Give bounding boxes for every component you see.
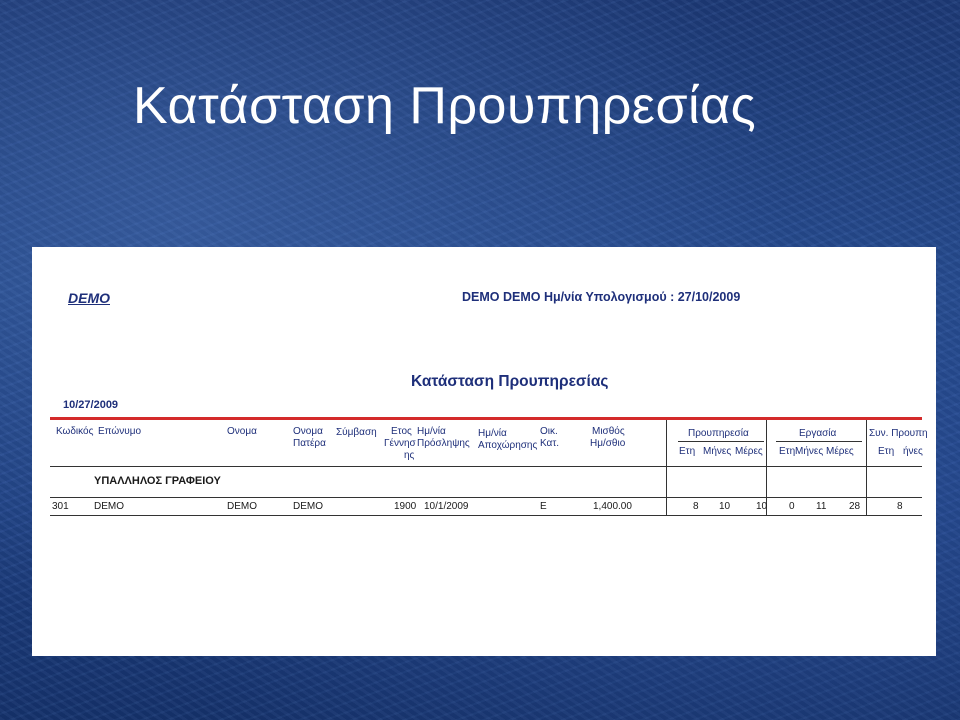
header-salary-line2: Ημ/σθιο	[590, 438, 626, 449]
header-prior-service: Προυπηρεσία	[688, 428, 749, 439]
work-subheader-rule	[776, 441, 862, 442]
prior-subheader-rule	[678, 441, 764, 442]
header-prior-months: Μήνες	[703, 446, 732, 457]
cell-work-months: 11	[816, 501, 827, 512]
cell-family-cat: Ε	[540, 501, 547, 512]
cell-surname: DEMO	[94, 501, 124, 512]
cell-code: 301	[52, 501, 69, 512]
header-total-years: Ετη	[878, 446, 895, 457]
cell-total-years: 8	[897, 501, 903, 512]
cell-prior-days: 10	[756, 501, 768, 512]
header-bottom-rule	[50, 466, 922, 467]
slide-title: Κατάσταση Προυπηρεσίας	[133, 77, 757, 135]
row-bottom-rule	[50, 515, 922, 516]
header-father-line2: Πατέρα	[293, 438, 326, 449]
cell-work-years: 0	[789, 501, 795, 512]
divider-work-right	[866, 420, 867, 516]
cell-name: DEMO	[227, 501, 257, 512]
group-label: ΥΠΑΛΛΗΛΟΣ ΓΡΑΦΕΙΟΥ	[94, 475, 221, 487]
cell-hire-date: 10/1/2009	[424, 501, 469, 512]
header-prior-days: Μέρες	[735, 446, 763, 457]
header-leave-line1: Ημ/νία	[478, 428, 507, 439]
company-name: DEMO	[68, 290, 110, 306]
cell-prior-years: 8	[693, 501, 699, 512]
cell-work-days: 28	[849, 501, 861, 512]
header-total-months: ήνες	[903, 446, 923, 457]
divider-prior-left	[666, 420, 667, 516]
cell-prior-months: 10	[719, 501, 731, 512]
header-salary-line1: Μισθός	[592, 426, 625, 437]
cell-salary: 1,400.00	[593, 501, 632, 512]
header-divider	[50, 417, 922, 420]
header-total: Συν. Προυπη	[869, 428, 928, 439]
header-work-days: Μέρες	[826, 446, 854, 457]
header-prior-years: Ετη	[679, 446, 696, 457]
report-title: Κατάσταση Προυπηρεσίας	[411, 373, 609, 390]
cell-birth-year: 1900	[394, 501, 417, 512]
header-leave-line2: Αποχώρησης	[478, 440, 538, 451]
group-bottom-rule	[50, 497, 922, 498]
header-family-line1: Οικ.	[540, 426, 558, 437]
header-surname: Επώνυμο	[98, 426, 142, 437]
report-date: 10/27/2009	[63, 399, 119, 411]
header-work: Εργασία	[799, 428, 837, 439]
header-work-years: Ετη	[779, 446, 796, 457]
header-code: Κωδικός	[56, 426, 94, 437]
report-page	[32, 247, 936, 656]
cell-father: DEMO	[293, 501, 323, 512]
header-contract: Σύμβαση	[336, 427, 377, 438]
header-birth-line3: ης	[404, 450, 415, 461]
header-hire-line2: Πρόσληψης	[417, 438, 470, 449]
calculation-date-line: DEMO DEMO Ημ/νία Υπολογισμού : 27/10/2009	[462, 290, 741, 304]
header-family-line2: Κατ.	[540, 438, 560, 449]
header-hire-line1: Ημ/νία	[417, 426, 446, 437]
header-birth-line1: Ετος	[391, 426, 412, 437]
header-work-months: Μήνες	[795, 446, 824, 457]
header-name: Ονομα	[227, 426, 257, 437]
header-birth-line2: Γέννησ	[384, 438, 416, 449]
header-father-line1: Ονομα	[293, 426, 323, 437]
